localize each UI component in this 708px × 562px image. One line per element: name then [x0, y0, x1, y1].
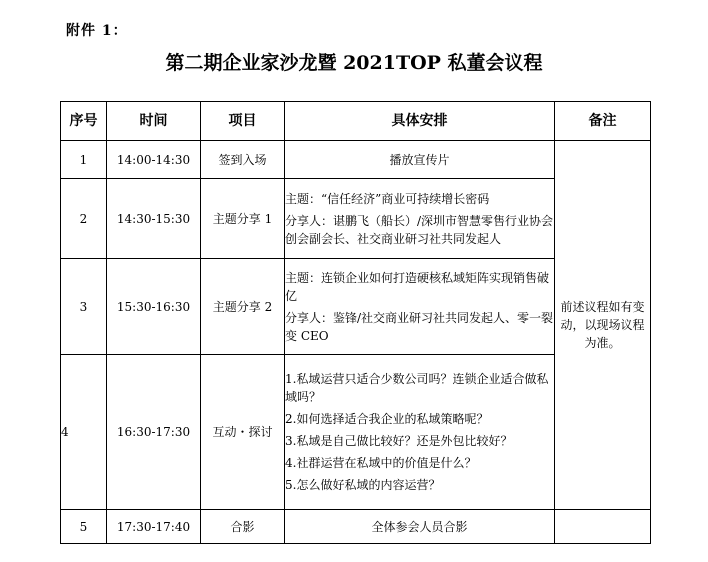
header-seq: 序号 — [61, 102, 107, 141]
row-no: 3 — [61, 259, 107, 355]
row-no: 5 — [61, 510, 107, 544]
details-line: 5.怎么做好私域的内容运营？ — [285, 478, 441, 492]
row-no: 1 — [61, 141, 107, 179]
row-time: 15:30-16:30 — [107, 259, 201, 355]
row-time: 14:30-15:30 — [107, 179, 201, 259]
header-details: 具体安排 — [285, 102, 555, 141]
row-details — [285, 179, 555, 259]
remark-cell: 前述议程如有变动，以现场议程为准。 — [555, 141, 651, 510]
details-line: 3.私域是自己做比较好？还是外包比较好？ — [285, 434, 513, 448]
details-line: 分享人：鉴锋/社交商业研习社共同发起人、零一裂变 CEO — [285, 310, 554, 343]
table-row — [61, 141, 651, 179]
row-item: 签到入场 — [201, 141, 285, 179]
row-no: 4 — [61, 355, 107, 510]
row-item: 合影 — [201, 510, 285, 544]
document-title: 第二期企业家沙龙暨 2021TOP 私董会议程 — [165, 52, 543, 74]
details-line: 主题：“信任经济”商业可持续增长密码 — [285, 191, 490, 206]
row-details — [285, 355, 555, 510]
row-no: 2 — [61, 179, 107, 259]
details-line: 1.私域运营只适合少数公司吗？连锁企业适合做私域吗？ — [285, 372, 549, 404]
details-line: 2.如何选择适合我企业的私域策略呢？ — [285, 412, 489, 426]
row-time: 14:00-14:30 — [107, 141, 201, 179]
row-time: 16:30-17:30 — [107, 355, 201, 510]
row-details: 全体参会人员合影 — [285, 510, 555, 544]
row-remark-empty — [555, 510, 651, 544]
agenda-table — [60, 101, 651, 544]
row-time: 17:30-17:40 — [107, 510, 201, 544]
row-item: 主题分享 1 — [201, 179, 285, 259]
row-details: 播放宣传片 — [285, 141, 555, 179]
header-item: 项目 — [201, 102, 285, 141]
annex-label: 附件 1： — [66, 23, 128, 39]
details-line: 分享人：谌鹏飞（船长）/深圳市智慧零售行业协会创会副会长、社交商业研习社共同发起人 — [285, 213, 554, 246]
table-header-row — [61, 102, 651, 141]
row-details — [285, 259, 555, 355]
details-line: 主题：连锁企业如何打造硬核私域矩阵实现销售破亿 — [285, 270, 550, 303]
header-remark: 备注 — [555, 102, 651, 141]
table-row — [61, 510, 651, 544]
details-line: 4.社群运营在私域中的价值是什么？ — [285, 456, 477, 470]
row-item: 主题分享 2 — [201, 259, 285, 355]
header-time: 时间 — [107, 102, 201, 141]
row-item: 互动・探讨 — [201, 355, 285, 510]
